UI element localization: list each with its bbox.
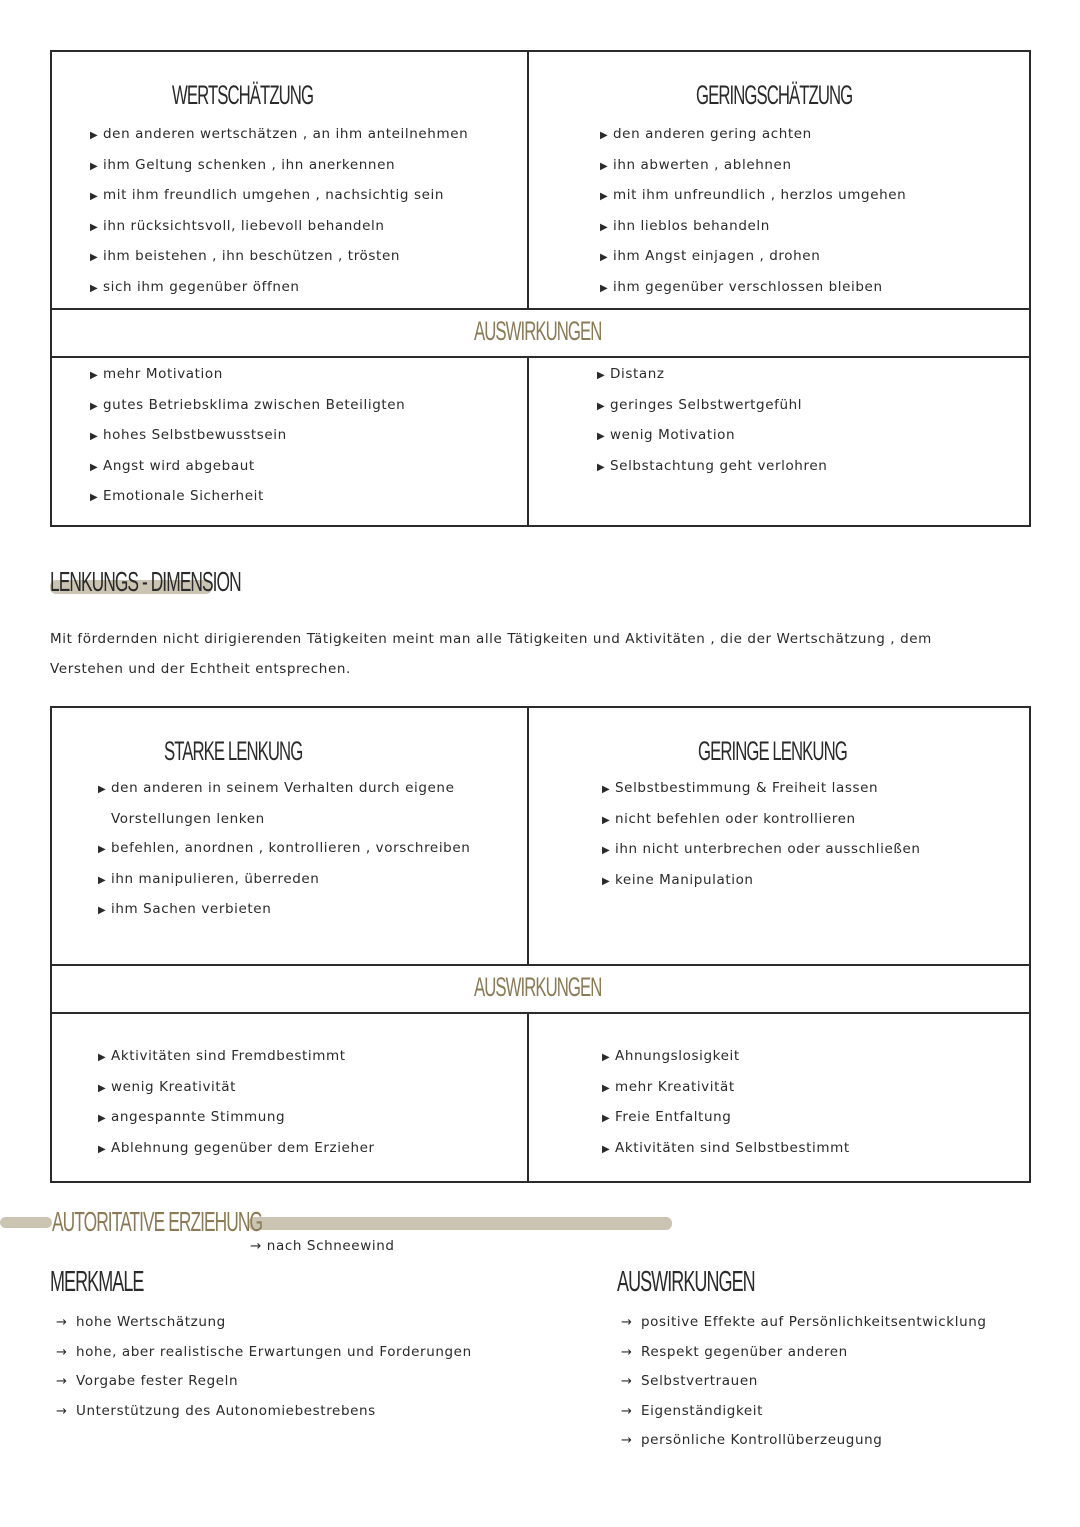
list-item: ▶ sich ihm gegenüber öffnen	[90, 278, 300, 295]
starke-lenkung-effects-list	[98, 1042, 375, 1164]
list-item: ▶ ihm beistehen , ihn beschützen , trösten	[90, 248, 401, 265]
list-item: → positive Effekte auf Persönlichkeitsentwicklung	[621, 1314, 987, 1330]
list-item: ▶ Selbstbestimmung & Freiheit lassen	[602, 780, 879, 796]
list-item: ▶ ihm Sachen verbieten	[98, 901, 272, 918]
list-item: ▶ den anderen in seinem Verhalten durch eigene	[98, 780, 455, 796]
list-item: ▶ ihn abwerten , ablehnen	[600, 156, 792, 173]
geringe-lenkung-effects-list	[602, 1042, 850, 1164]
column-divider	[527, 52, 529, 310]
list-item: → Unterstützung des Autonomiebestrebens	[56, 1402, 376, 1419]
wertschaetzung-table	[50, 50, 1031, 527]
list-item: ▶ Ahnungslosigkeit	[602, 1048, 740, 1064]
list-item: ▶ Ablehnung gegenüber dem Erzieher	[98, 1139, 375, 1156]
heading-auswirkungen: AUSWIRKUNGEN	[474, 972, 602, 1002]
list-item: ▶ Aktivitäten sind Selbstbestimmt	[602, 1139, 850, 1156]
title-highlight-left	[0, 1217, 52, 1228]
list-item: ▶ Freie Entfaltung	[602, 1109, 732, 1126]
column-divider	[527, 1012, 529, 1183]
list-item: ▶ mit ihm freundlich umgehen , nachsichtig sein	[90, 187, 444, 204]
heading-starke-lenkung: STARKE LENKUNG	[164, 736, 303, 766]
heading-geringe-lenkung: GERINGE LENKUNG	[698, 736, 847, 766]
list-item: ▶ befehlen, anordnen , kontrollieren , vorschreiben	[98, 840, 471, 857]
list-item: ▶ ihn nicht unterbrechen oder ausschließen	[602, 841, 921, 858]
list-item: ▶ geringes Selbstwertgefühl	[597, 396, 803, 413]
source-note: → nach Schneewind	[250, 1238, 395, 1254]
section-title-lenkung: LENKUNGS - DIMENSION	[50, 566, 241, 597]
list-item: ▶ wenig Motivation	[597, 427, 736, 444]
list-item: ▶ ihn rücksichtsvoll, liebevoll behandeln	[90, 217, 385, 234]
list-item: → Selbstvertrauen	[621, 1373, 758, 1390]
title-highlight-right	[248, 1217, 672, 1230]
list-item: ▶ mehr Kreativität	[602, 1078, 735, 1095]
list-item: ▶ mit ihm unfreundlich , herzlos umgehen	[600, 187, 907, 204]
geringschaetzung-effects-list	[597, 360, 827, 482]
list-item: → Respekt gegenüber anderen	[621, 1343, 848, 1360]
list-item: ▶ den anderen gering achten	[600, 126, 812, 142]
list-item: ▶ mehr Motivation	[90, 366, 223, 382]
list-item: ▶ ihn lieblos behandeln	[600, 217, 770, 234]
wertschaetzung-effects-list	[90, 360, 405, 513]
list-item: ▶ keine Manipulation	[602, 871, 754, 888]
list-item: ▶ Selbstachtung geht verlohren	[597, 457, 828, 474]
heading-auswirkungen-autoritativ: AUSWIRKUNGEN	[617, 1266, 755, 1298]
heading-merkmale: MERKMALE	[50, 1266, 144, 1298]
geringschaetzung-list	[600, 120, 906, 304]
heading-geringschaetzung: GERINGSCHÄTZUNG	[696, 80, 853, 110]
lenkung-table	[50, 706, 1031, 1183]
list-item: ▶ nicht befehlen oder kontrollieren	[602, 810, 856, 827]
row-divider	[52, 356, 1029, 358]
list-item: ▶ Distanz	[597, 366, 665, 382]
wertschaetzung-list	[90, 120, 468, 304]
list-item: → hohe, aber realistische Erwartungen und Forderungen	[56, 1343, 472, 1360]
row-divider	[52, 308, 1029, 310]
heading-wertschaetzung: WERTSCHÄTZUNG	[172, 80, 314, 110]
list-item: ▶ ihm gegenüber verschlossen bleiben	[600, 278, 883, 295]
row-divider	[52, 964, 1029, 966]
geringe-lenkung-list	[602, 774, 921, 896]
merkmale-list	[56, 1308, 472, 1426]
column-divider	[527, 356, 529, 527]
lenkung-paragraph: Mit fördernden nicht dirigierenden Tätigkeiten meint man alle Tätigkeiten und Aktivitäten , die der Wertschätzung , dem Verstehen und der Echtheit entsprechen.	[50, 631, 932, 677]
list-item: → Eigenständigkeit	[621, 1402, 764, 1419]
list-item: ▶ ihn manipulieren, überreden	[98, 870, 320, 887]
list-item: ▶ wenig Kreativität	[98, 1078, 237, 1095]
list-item: ▶ hohes Selbstbewusstsein	[90, 427, 287, 444]
list-item: → Vorgabe fester Regeln	[56, 1373, 239, 1390]
list-item: ▶ Angst wird abgebaut	[90, 457, 255, 474]
list-item: ▶ den anderen wertschätzen , an ihm anteilnehmen	[90, 126, 469, 142]
starke-lenkung-list	[98, 774, 470, 926]
list-item: → hohe Wertschätzung	[56, 1314, 226, 1330]
list-item: ▶ ihm Angst einjagen , drohen	[600, 248, 821, 265]
row-divider	[52, 1012, 1029, 1014]
column-divider	[527, 708, 529, 966]
list-item: ▶ gutes Betriebsklima zwischen Beteiligten	[90, 396, 406, 413]
list-item: ▶ ihm Geltung schenken , ihn anerkennen	[90, 156, 396, 173]
list-item: → persönliche Kontrollüberzeugung	[621, 1432, 883, 1449]
list-item: ▶ Emotionale Sicherheit	[90, 488, 264, 505]
auswirkungen-list	[621, 1308, 987, 1456]
list-item: Vorstellungen lenken	[111, 810, 265, 827]
section-title-autoritative: AUTORITATIVE ERZIEHUNG	[52, 1206, 263, 1237]
list-item: ▶ Aktivitäten sind Fremdbestimmt	[98, 1048, 346, 1064]
list-item: ▶ angespannte Stimmung	[98, 1109, 286, 1126]
heading-auswirkungen: AUSWIRKUNGEN	[474, 316, 602, 346]
